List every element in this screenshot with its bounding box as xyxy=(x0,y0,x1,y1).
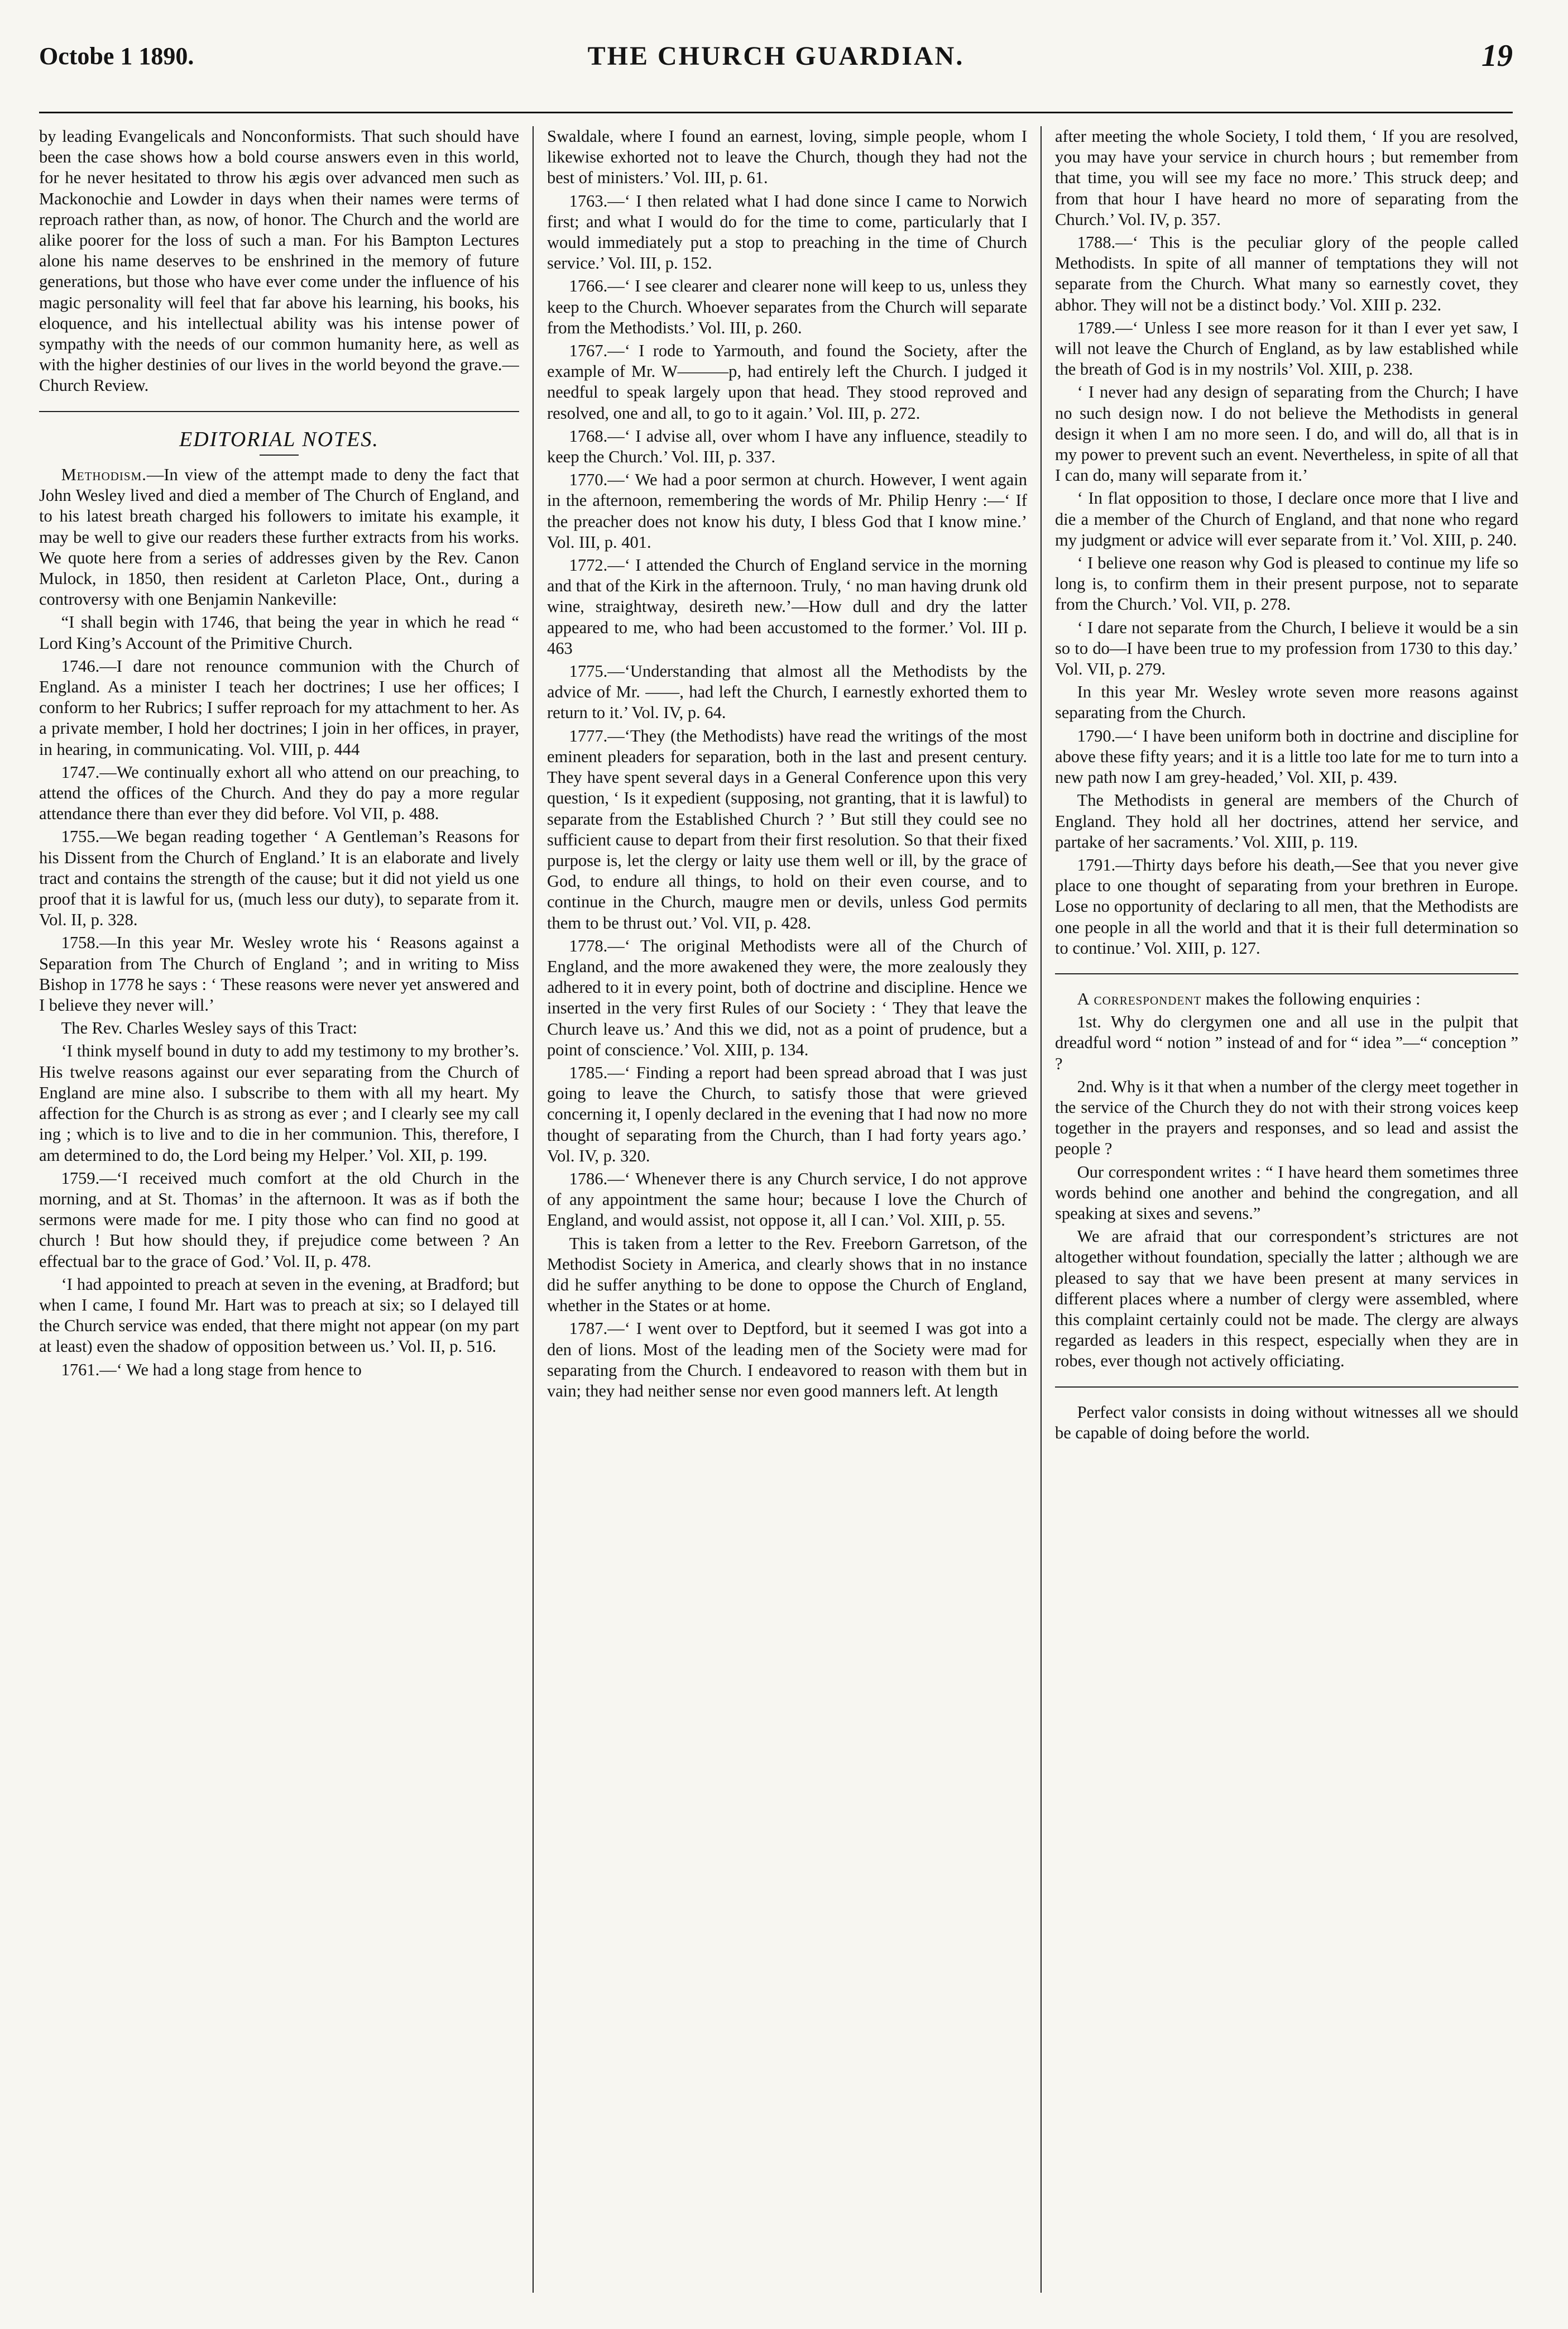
paragraph: ‘I think myself bound in duty to add my testimony to my brother’s. His twelve reasons against our ever separating from the Church of England are mine also. I subscribe to them with all my heart. My affection for the Church is as strong as ever ; and I clearly see my call ing ; which is to live and to die in her communion. This, therefore, I am determined to do, the Lord being my Helper.’ Vol. XII, p. 199. xyxy=(39,1041,519,1165)
column-middle xyxy=(547,126,1027,2293)
paragraph: ‘ In flat opposition to those, I declare once more that I live and die a member of the Church of England, and that none who regard my judgment or advice will ever separate from it.’ Vol. XIII, p. 240. xyxy=(1055,489,1518,549)
issue-date: Octobe 1 1890. xyxy=(39,42,194,70)
section-heading: EDITORIAL NOTES. xyxy=(179,427,379,451)
paragraph: ‘ I believe one reason why God is pleased to continue my life so long is, to confirm them in their present purpose, not to separate from the Church.’ Vol. VII, p. 278. xyxy=(1055,553,1518,614)
lead-in: A correspondent xyxy=(1077,989,1202,1008)
paragraph: 1777.—‘They (the Methodists) have read the writings of the most eminent pleaders for separation, both in the last and present century. They have spent several days in a General Conference upon this very question, ‘ Is it expedient (supposing, not granting, that it is lawful) to separate from the Established Church ? ’ But still they could see no sufficient cause to depart from their first resolution. So that their fixed purpose is, let the clergy or laity use them well or ill, by the grace of God, to endure all things, to hold on their even course, and to continue in the Church, maugre men or devils, unless God permits them to be thrust out.’ Vol. VII, p. 428. xyxy=(547,726,1027,932)
paragraph: 1772.—‘ I attended the Church of England service in the morning and that of the Kirk in the afternoon. Truly, ‘ no man having drunk old wine, straightway, desireth new.’—How dull and dry the latter appeared to me, who had been accustomed to the former.’ Vol. III p. 463 xyxy=(547,556,1027,658)
paragraph: ‘I had appointed to preach at seven in the evening, at Bradford; but when I came, I found Mr. Hart was to preach at six; so I delayed till the Church service was ended, that there might not appear (on my part at least) even the shadow of opposition between us.’ Vol. II, p. 516. xyxy=(39,1274,519,1356)
paragraph: 1761.—‘ We had a long stage from hence to xyxy=(61,1360,362,1379)
column-divider xyxy=(1040,126,1042,2293)
section-divider xyxy=(1055,1386,1518,1388)
paragraph: “I shall begin with 1746, that being the year in which he read “ Lord King’s Account of the Primitive Church. xyxy=(39,613,519,653)
paragraph: by leading Evangelicals and Nonconformists. That such should have been the case shows how a bold course answers even in this world, for he never hesitated to throw his ægis over advanced men such as Mackonochie and Lowder in days when their names were terms of reproach rather than, as now, of honor. The Church and the world are alike poorer for the loss of such a man. For his Bampton Lectures alone his name deserves to be enshrined in the memory of future generations, but those who have ever come under the influence of his magic personality will feel that far above his learning, his books, his eloquence, and his intellectual ability was his intense power of sympathy with the needs of our common humanity here, as well as with the higher destinies of our lives in the world beyond the grave.—Church Review. xyxy=(39,127,519,395)
paragraph: This is taken from a letter to the Rev. Freeborn Garretson, of the Methodist Society in America, and clearly shows that in no instance did he suffer anything to be done to oppose the Church of England, whether in the States or at home. xyxy=(547,1233,1027,1316)
paragraph: 1790.—‘ I have been uniform both in doctrine and discipline for above these fifty years; and it is a little too late for me to turn into a new path now I am grey-headed,’ Vol. XII, p. 439. xyxy=(1055,726,1518,787)
paragraph: 1787.—‘ I went over to Deptford, but it seemed I was got into a den of lions. Most of the leading men of the Society were mad for separating from the Church. I endeavored to reason with them but in vain; they had neither sense nor even good manners left. At length xyxy=(547,1319,1027,1400)
paragraph: Our correspondent writes : “ I have heard them sometimes three words behind one another and behind the congregation, and all speaking at sixes and sevens.” xyxy=(1055,1162,1518,1223)
paragraph: 1786.—‘ Whenever there is any Church service, I do not approve of any appointment the same hour; because I love the Church of England, and would assist, not oppose it, all I can.’ Vol. XIII, p. 55. xyxy=(547,1169,1027,1230)
column-left xyxy=(39,126,519,2293)
paragraph: ‘ I dare not separate from the Church, I believe it would be a sin so to do—I have been true to my profession from 1730 to this day.’ Vol. VII, p. 279. xyxy=(1055,618,1518,679)
paragraph: 1766.—‘ I see clearer and clearer none will keep to us, unless they keep to the Church. Whoever separates from the Church will separate from the Methodists.’ Vol. III, p. 260. xyxy=(547,276,1027,337)
paragraph: The Methodists in general are members of the Church of England. They hold all her doctrines, attend her service, and partake of her sacraments.’ Vol. XIII, p. 119. xyxy=(1055,791,1518,852)
section-divider xyxy=(39,411,519,412)
header-rule xyxy=(39,112,1513,113)
paragraph: 1791.—Thirty days before his death,—See that you never give place to one thought of separating from your brethren in Europe. Lose no opportunity of declaring to all men, that the Methodists are one people in all the world and that it is their full determination so to continue.’ Vol. XIII, p. 127. xyxy=(1055,855,1518,958)
paragraph: after meeting the whole Society, I told them, ‘ If you are resolved, you may have your service in church hours ; but remember from that time, you will see my face no more.’ This struck deep; and from that hour I have heard no more of separating from the Church.’ Vol. IV, p. 357. xyxy=(1055,127,1518,229)
paragraph-text: makes the following enquiries : xyxy=(1205,989,1421,1008)
paragraph: 1767.—‘ I rode to Yarmouth, and found the Society, after the example of Mr. W———p, had entirely left the Church. I judged it needful to speak largely upon that head. They stood reproved and resolved, one and all, to go to it again.’ Vol. III, p. 272. xyxy=(547,341,1027,423)
paragraph: 1768.—‘ I advise all, over whom I have any influence, steadily to keep the Church.’ Vol. III, p. 337. xyxy=(547,426,1027,467)
paragraph: Perfect valor consists in doing without witnesses all we should be capable of doing before the world. xyxy=(1055,1402,1518,1442)
paragraph: 1785.—‘ Finding a report had been spread abroad that I was just going to leave the Church, to satisfy those that were grieved concerning it, I openly declared in the evening that I had now no more thought of separating from the Church, than I had forty years ago.’ Vol. IV, p. 320. xyxy=(547,1063,1027,1165)
paragraph: 1778.—‘ The original Methodists were all of the Church of England, and the more awakened they were, the more zealously they adhered to it in every point, both of doctrine and discipline. Hence we inserted in the very first Rules of our Society : ‘ They that leave the Church leave us.’ And this we did, not as a point of prudence, but a point of conscience.’ Vol. XIII, p. 134. xyxy=(547,936,1027,1059)
paragraph: 1755.—We began reading together ‘ A Gentleman’s Reasons for his Dissent from the Church of England.’ It is an elaborate and lively tract and contains the strength of the cause; but it did not yield us one proof that it is lawful for us, (much less our duty), to separate from it. Vol. II, p. 328. xyxy=(39,827,519,930)
paragraph: 1775.—‘Understanding that almost all the Methodists by the advice of Mr. ——, had left the Church, I earnestly exhorted them to return to it.’ Vol. IV, p. 64. xyxy=(547,662,1027,723)
paragraph: 1770.—‘ We had a poor sermon at church. However, I went again in the afternoon, remembering the words of Mr. Philip Henry :—‘ If the preacher does not know his duty, I bless God that I know mine.’ Vol. III, p. 401. xyxy=(547,470,1027,552)
masthead-title: THE CHURCH GUARDIAN. xyxy=(587,41,965,71)
paragraph: ‘ I never had any design of separating from the Church; I have no such design now. I do not believe the Methodists in general design it when I am no more seen. I do, and will do, all that is in my power to prevent such an event. Nevertheless, in spite of all that I can do, many will separate from it.’ xyxy=(1055,382,1518,485)
paragraph: Swaldale, where I found an earnest, loving, simple people, whom I likewise exhorted not to leave the Church, though they had not the best of ministers.’ Vol. III, p. 61. xyxy=(547,127,1027,188)
column-right xyxy=(1055,126,1518,2293)
paragraph: 1789.—‘ Unless I see more reason for it than I ever yet saw, I will not leave the Church of England, as by law established while the breath of God is in my nostrils’ Vol. XIII, p. 238. xyxy=(1055,318,1518,379)
section-divider xyxy=(1055,973,1518,974)
column-divider xyxy=(533,126,534,2293)
paragraph: 1763.—‘ I then related what I had done since I came to Norwich first; and what I would do for the time to come, particularly that I would immediately put a stop to preaching in the time of Church service.’ Vol. III, p. 152. xyxy=(547,191,1027,273)
paragraph: In this year Mr. Wesley wrote seven more reasons against separating from the Church. xyxy=(1055,682,1518,723)
page-header xyxy=(39,22,1513,89)
paragraph: 1st. Why do clergymen one and all use in the pulpit that dreadful word “ notion ” instead of and for “ idea ”—“ conception ” ? xyxy=(1055,1012,1518,1073)
paragraph: 1758.—In this year Mr. Wesley wrote his ‘ Reasons against a Separation from The Church of England ’; and in writing to Miss Bishop in 1778 he says : ‘ These reasons were never yet answered and I believe they never will.’ xyxy=(39,933,519,1015)
paragraph: 1788.—‘ This is the peculiar glory of the people called Methodists. In spite of all manner of temptations they will not separate from the Church. What many so earnestly covet, they abhor. They will not be a distinct body.’ Vol. XIII p. 232. xyxy=(1055,233,1518,314)
paragraph: 1747.—We continually exhort all who attend on our preaching, to attend the offices of the Church. And they do pay a more regular attendance there than ever they did before. Vol VII, p. 488. xyxy=(39,762,519,824)
paragraph xyxy=(1055,989,1518,1010)
paragraph: 1759.—‘I received much comfort at the old Church in the morning, and at St. Thomas’ in the afternoon. It was as if both the sermons were made for me. I pity those who can find no good at church ! But how should they, if prejudice come between ? An effectual bar to the grace of God.’ Vol. II, p. 478. xyxy=(39,1168,519,1271)
paragraph: 1746.—I dare not renounce communion with the Church of England. As a minister I teach her doctrines; I use her offices; I conform to her Rubrics; I suffer reproach for my attachment to her. As a private member, I hold her doctrines; I join in her offices, in prayer, in hearing, in communicating. Vol. VIII, p. 444 xyxy=(39,656,519,759)
paragraph: We are afraid that our correspondent’s strictures are not altogether without foundation, specially the latter ; although we are pleased to say that we have been present at many services in different places where a number of clergy were assembled, where this complaint certainly could not be made. The clergy are always regarded as leaders in this respect, especially when they are in robes, ever though not actively officiating. xyxy=(1055,1227,1518,1371)
paragraph xyxy=(39,465,519,610)
page-number: 19 xyxy=(1481,39,1513,73)
lead-in: Methodism. xyxy=(61,465,147,484)
heading-rule xyxy=(260,455,299,456)
paragraph: 2nd. Why is it that when a number of the clergy meet together in the service of the Church they do not with their strong voices keep together in the prayers and responses, and so lead and assist the people ? xyxy=(1055,1077,1518,1159)
paragraph: The Rev. Charles Wesley says of this Tract: xyxy=(61,1018,358,1038)
paragraph-text: —In view of the attempt made to deny the fact that John Wesley lived and died a member of The Church of England, and to his latest breath charged his followers to imitate his example, it may be well to give our readers these further extracts from his works. We quote here from a series of addresses given by the Rev. Canon Mulock, in 1850, then resident at Carleton Place, Ont., during a controversy with one Benjamin Nankeville: xyxy=(39,465,519,609)
